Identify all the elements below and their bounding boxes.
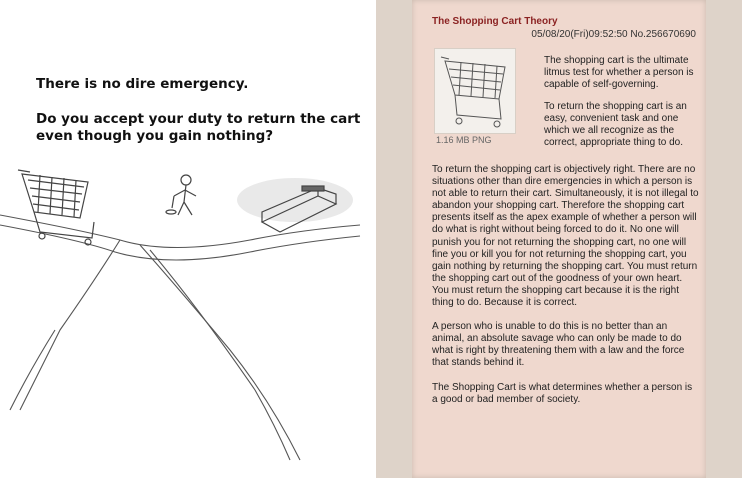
trolley-problem-drawing: [0, 160, 372, 478]
side-paragraph: To return the shopping cart is an easy, convenient task and one which we all recognize as the correct, appropriate thing to do.: [544, 101, 687, 148]
post-body-text: [432, 164, 700, 418]
meme-caption-line2: Do you accept your duty to return the cart even though you gain nothing?: [36, 111, 361, 144]
railway-tracks: [0, 215, 360, 460]
body-paragraph: To return the shopping cart is objectively right. There are no situations other than dire emergencies in which a person is not able to return their cart. Simultaneously, it is not illegal to abandon your shopping cart. Therefore the shopping cart presents itself as the apex example of whether a person will do what is right without being forced to do it. No one will punish you for not returning the shopping cart, no one will fine you or kill you for not returning the shopping cart, you gain nothing by returning the shopping cart. You must return the shopping cart out of the goodness of your own heart. You must return the shopping cart because it is the right thing to do. Because it is correct.: [432, 164, 699, 309]
shopping-cart-icon: [18, 170, 94, 245]
forum-post: [412, 0, 706, 478]
meme-caption-line1: There is no dire emergency.: [36, 76, 249, 92]
post-side-text: [544, 55, 700, 159]
side-paragraph: The shopping cart is the ultimate litmus test for whether a person is capable of self-governing.: [544, 55, 694, 90]
shopping-cart-thumbnail[interactable]: [434, 48, 516, 134]
forum-post-panel: [376, 0, 742, 478]
person-figure: [166, 175, 196, 215]
body-paragraph: The Shopping Cart is what determines whether a person is a good or bad member of society.: [432, 381, 693, 405]
post-meta: 05/08/20(Fri)09:52:50 No.256670690: [531, 29, 696, 40]
cart-return-corral: [237, 178, 353, 232]
body-paragraph: A person who is unable to do this is no better than an animal, an absolute savage who can only be made to do what is right by threatening them with a law and the force that stands behind it.: [432, 321, 685, 369]
file-size-label: 1.16 MB PNG: [436, 135, 492, 145]
post-title: The Shopping Cart Theory: [432, 16, 558, 27]
